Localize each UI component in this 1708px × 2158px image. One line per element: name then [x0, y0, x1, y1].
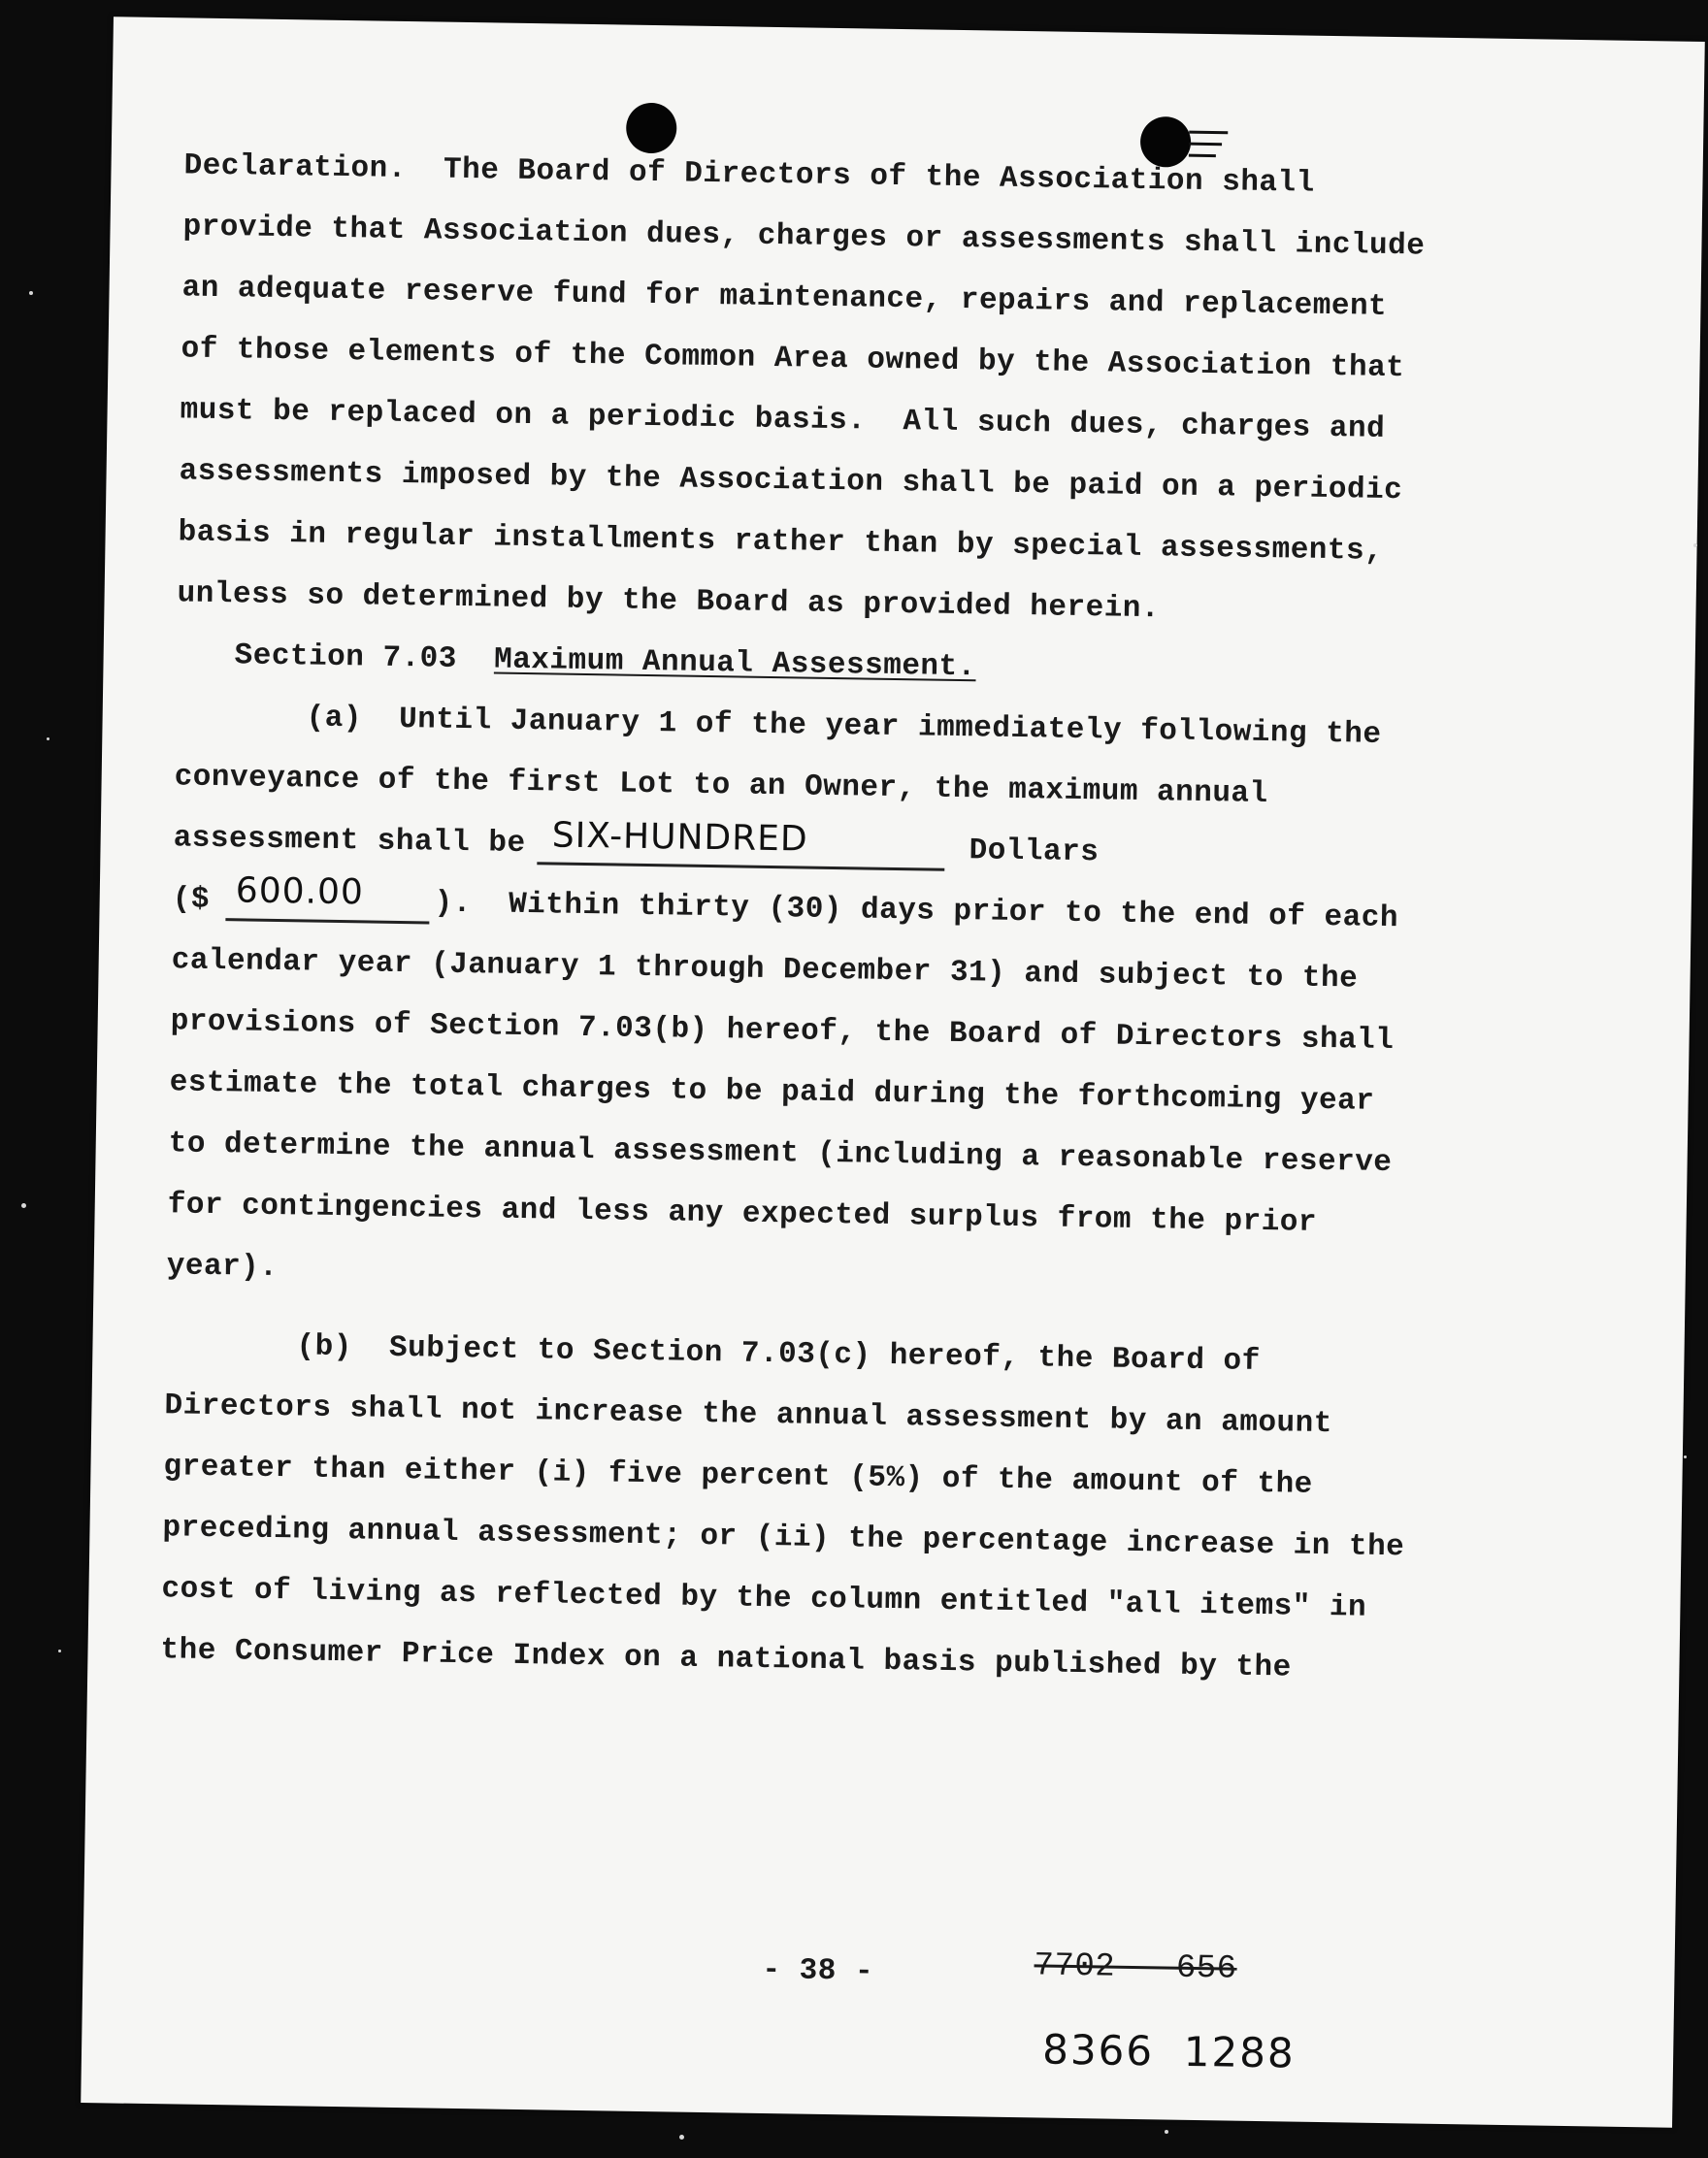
body-line: (a) Until January 1 of the year immediately following the — [306, 701, 1382, 752]
body-line: assessments imposed by the Association shall be paid on a periodic — [179, 454, 1403, 508]
page-number: - 38 - — [762, 1953, 874, 1989]
body-line: Dollars — [969, 834, 1100, 870]
body-line: preceding annual assessment; or (ii) the percentage increase in the — [162, 1511, 1405, 1565]
body-line: conveyance of the first Lot to an Owner, the maximum annual — [174, 760, 1268, 812]
paper-sheet — [81, 16, 1705, 2127]
body-line: cost of living as reflected by the column entitled "all items" in — [161, 1572, 1367, 1625]
body-line: provisions of Section 7.03(b) hereof, the Board of Directors shall — [170, 1004, 1395, 1059]
scan-speck — [1684, 1455, 1687, 1458]
body-line: unless so determined by the Board as provided herein. — [177, 576, 1161, 627]
scan-speck — [58, 1650, 61, 1652]
struck-reference-number: 7702 656 — [1034, 1947, 1237, 1988]
handwritten-amount-words: SIX-HUNDRED — [551, 815, 808, 860]
document-body — [81, 16, 1705, 2127]
body-line: calendar year (January 1 through December 31) and subject to the — [171, 943, 1359, 997]
body-line: provide that Association dues, charges or assessments shall include — [182, 210, 1426, 264]
section-title: Maximum Annual Assessment. — [493, 642, 976, 685]
body-line: an adequate reserve fund for maintenance, repairs and replacement — [181, 271, 1388, 324]
recording-stamp-number: 8366 1288 — [1041, 2025, 1297, 2077]
body-line: to determine the annual assessment (including a reasonable reserve — [168, 1127, 1393, 1181]
body-line: for contingencies and less any expected surplus from the prior — [167, 1188, 1318, 1240]
body-line: basis in regular installments rather than by special assessments, — [178, 515, 1384, 569]
body-line: year). — [166, 1249, 279, 1286]
body-line: of those elements of the Common Area owned by the Association that — [181, 332, 1405, 386]
body-line: (b) Subject to Section 7.03(c) hereof, the Board of — [296, 1329, 1261, 1379]
scan-speck — [1693, 543, 1697, 547]
body-line: assessment shall be — [173, 821, 526, 862]
amount-number-blank — [225, 918, 429, 924]
scan-speck — [47, 737, 49, 740]
section-label: Section 7.03 — [234, 638, 458, 676]
scan-speck — [679, 2135, 684, 2140]
body-line: Declaration. The Board of Directors of the Association shall — [183, 148, 1316, 201]
body-line: ). Within thirty (30) days prior to the end of each — [434, 886, 1399, 936]
scan-speck — [1165, 2130, 1168, 2134]
body-line: greater than either (i) five percent (5%) of the amount of the — [163, 1450, 1314, 1502]
body-line: must be replaced on a periodic basis. All such dues, charges and — [180, 393, 1386, 446]
body-line: ($ — [172, 882, 211, 917]
amount-words-blank — [537, 862, 944, 871]
section-heading — [234, 638, 976, 684]
scan-speck — [29, 291, 33, 295]
body-line: Directors shall not increase the annual assessment by an amount — [164, 1389, 1333, 1442]
body-line: the Consumer Price Index on a national basis published by the — [160, 1633, 1292, 1685]
scan-speck — [21, 1203, 26, 1208]
handwritten-amount-number: 600.00 — [235, 870, 365, 913]
body-line: estimate the total charges to be paid during the forthcoming year — [169, 1065, 1375, 1119]
